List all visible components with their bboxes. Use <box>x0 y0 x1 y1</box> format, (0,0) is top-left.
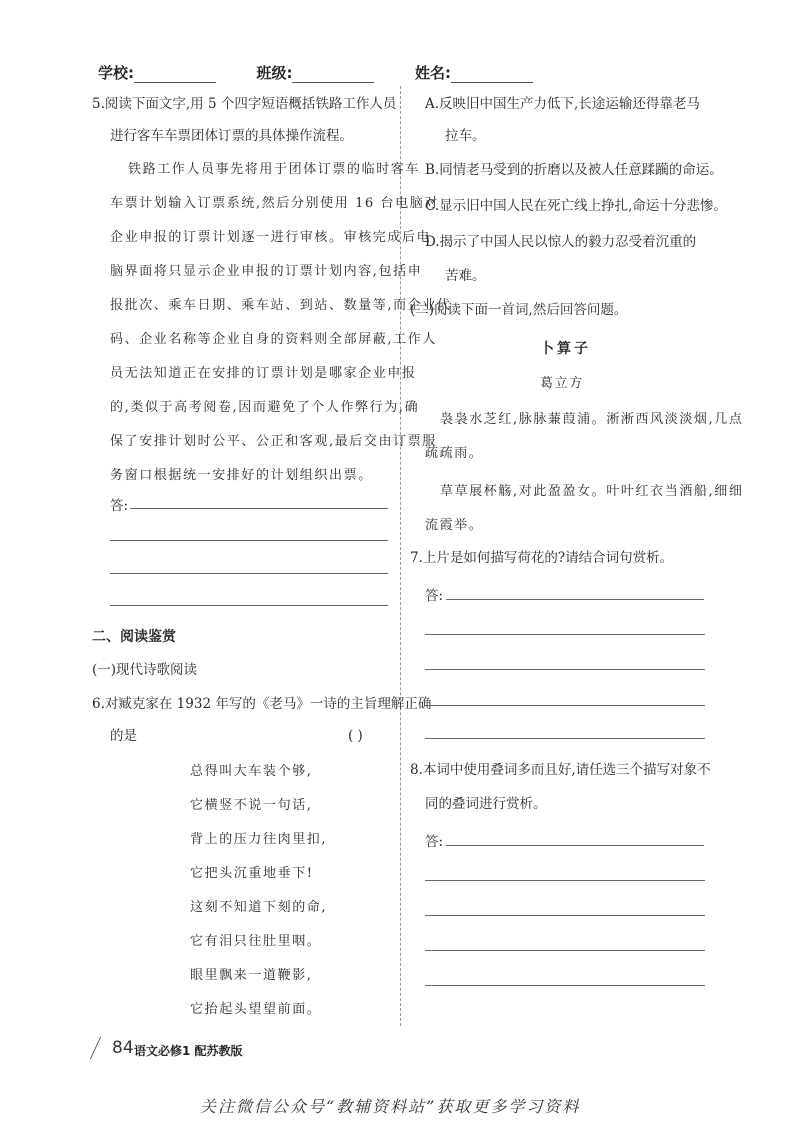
q8-answer-line[interactable] <box>425 915 705 916</box>
q5-answer-line[interactable] <box>130 508 388 509</box>
q5-passage-line: 铁路工作人员事先将用于团体订票的临时客车 <box>128 162 421 177</box>
book-title: 语文必修1 配苏教版 <box>134 1044 243 1058</box>
q8-answer-line[interactable] <box>425 985 705 986</box>
poem-line: 眼里飘来一道鞭影, <box>190 968 313 983</box>
name-blank[interactable] <box>451 66 533 83</box>
q7-answer-line[interactable] <box>425 634 705 635</box>
q5-answer-line[interactable] <box>110 605 388 606</box>
page-number <box>95 1037 134 1059</box>
promo-note: 关注微信公众号“教辅资料站”获取更多学习资料 <box>200 1097 581 1116</box>
q7-stem: 7.上片是如何描写荷花的?请结合词句赏析。 <box>410 550 674 566</box>
option-c[interactable]: C.显示旧中国人民在死亡线上挣扎,命运十分悲惨。 <box>425 198 727 214</box>
q5-passage-line: 企业申报的订票计划逐一进行审核。审核完成后电 <box>110 230 432 245</box>
page-number-text: 84 <box>112 1038 134 1058</box>
q5-answer-label: 答: <box>110 498 129 514</box>
q5-passage-line: 报批次、乘车日期、乘车站、到站、数量等,而企业代 <box>110 298 452 313</box>
option-a[interactable]: A.反映旧中国生产力低下,长途运输还得靠老马 <box>425 96 700 112</box>
poem-line: 它横竖不说一句话, <box>190 798 313 813</box>
q7-answer-line[interactable] <box>425 738 705 739</box>
q8-answer-line[interactable] <box>425 880 705 881</box>
ci-line: 流霞举。 <box>425 518 484 533</box>
poem-line: 它有泪只往肚里咽。 <box>190 934 322 949</box>
q5-passage-line: 保了安排计划时公平、公正和客观,最后交由订票服 <box>110 434 437 449</box>
section-title: 二、阅读鉴赏 <box>92 629 176 645</box>
q5-stem-line1: 5.阅读下面文字,用 5 个四字短语概括铁路工作人员 <box>92 96 397 112</box>
q5-stem-line2: 进行客车车票团体订票的具体操作流程。 <box>110 128 353 144</box>
q7-answer-line[interactable] <box>425 705 705 706</box>
q5-passage-line: 脑界面将只显示企业申报的订票计划内容,包括申 <box>110 264 423 279</box>
q6-answer-bracket[interactable]: ( ) <box>348 728 363 744</box>
option-a-cont: 拉车。 <box>445 128 486 144</box>
school-blank[interactable] <box>134 66 216 83</box>
q8-answer-line[interactable] <box>425 950 705 951</box>
ci-line: 疏疏雨。 <box>425 446 484 461</box>
q8-stem-line1: 8.本词中使用叠词多而且好,请任选三个描写对象不 <box>410 762 711 778</box>
q5-passage-line: 的,类似于高考阅卷,因而避免了个人作弊行为,确 <box>110 400 420 415</box>
q5-passage-line: 员无法知道正在安排的订票计划是哪家企业申报 <box>110 366 417 381</box>
slash-decoration <box>90 1037 113 1059</box>
q5-passage-line: 务窗口根据统一安排好的计划组织出票。 <box>110 468 373 483</box>
name-label: 姓名: <box>414 64 451 82</box>
option-d[interactable]: D.揭示了中国人民以惊人的毅力忍受着沉重的 <box>425 234 697 250</box>
poem-line: 它抬起头望望前面。 <box>190 1002 322 1017</box>
q7-answer-label: 答: <box>425 588 444 604</box>
q6-stem-line1: 6.对臧克家在 1932 年写的《老马》一诗的主旨理解正确 <box>92 696 432 712</box>
q6-stem-line2: 的是 <box>110 728 137 744</box>
q8-answer-line[interactable] <box>446 845 704 846</box>
q7-answer-line[interactable] <box>425 669 705 670</box>
q8-stem-line2: 同的叠词进行赏析。 <box>425 796 547 812</box>
q5-passage-line: 码、企业名称等企业自身的资料则全部屏蔽,工作人 <box>110 332 437 347</box>
ci-author: 葛立方 <box>540 376 584 391</box>
poem-line: 这刻不知道下刻的命, <box>190 900 328 915</box>
poem-line: 总得叫大车装个够, <box>190 764 313 779</box>
class-label: 班级: <box>256 64 293 82</box>
option-d-cont: 苦难。 <box>445 268 486 284</box>
ci-line: 袅袅水芝红,脉脉蒹葭浦。淅淅西风淡淡烟,几点 <box>440 412 744 427</box>
subsection-title: (一)现代诗歌阅读 <box>92 662 198 678</box>
student-info-header <box>98 62 533 83</box>
poem-line: 它把头沉重地垂下! <box>190 866 314 881</box>
ci-title: 卜算子 <box>540 341 591 357</box>
ci-line: 草草展杯觞,对此盈盈女。叶叶红衣当酒船,细细 <box>440 484 744 499</box>
poem-line: 背上的压力往肉里扣, <box>190 832 328 847</box>
q7-answer-line[interactable] <box>446 599 704 600</box>
q5-answer-line[interactable] <box>110 540 388 541</box>
q8-answer-label: 答: <box>425 834 444 850</box>
q5-answer-line[interactable] <box>110 573 388 574</box>
q5-passage-line: 车票计划输入订票系统,然后分别使用 16 台电脑对 <box>110 196 439 211</box>
option-b[interactable]: B.同情老马受到的折磨以及被人任意蹂躏的命运。 <box>425 162 723 178</box>
school-label: 学校: <box>98 64 134 82</box>
class-blank[interactable] <box>292 66 374 83</box>
subsection-title: (二)阅读下面一首词,然后回答问题。 <box>410 302 628 318</box>
